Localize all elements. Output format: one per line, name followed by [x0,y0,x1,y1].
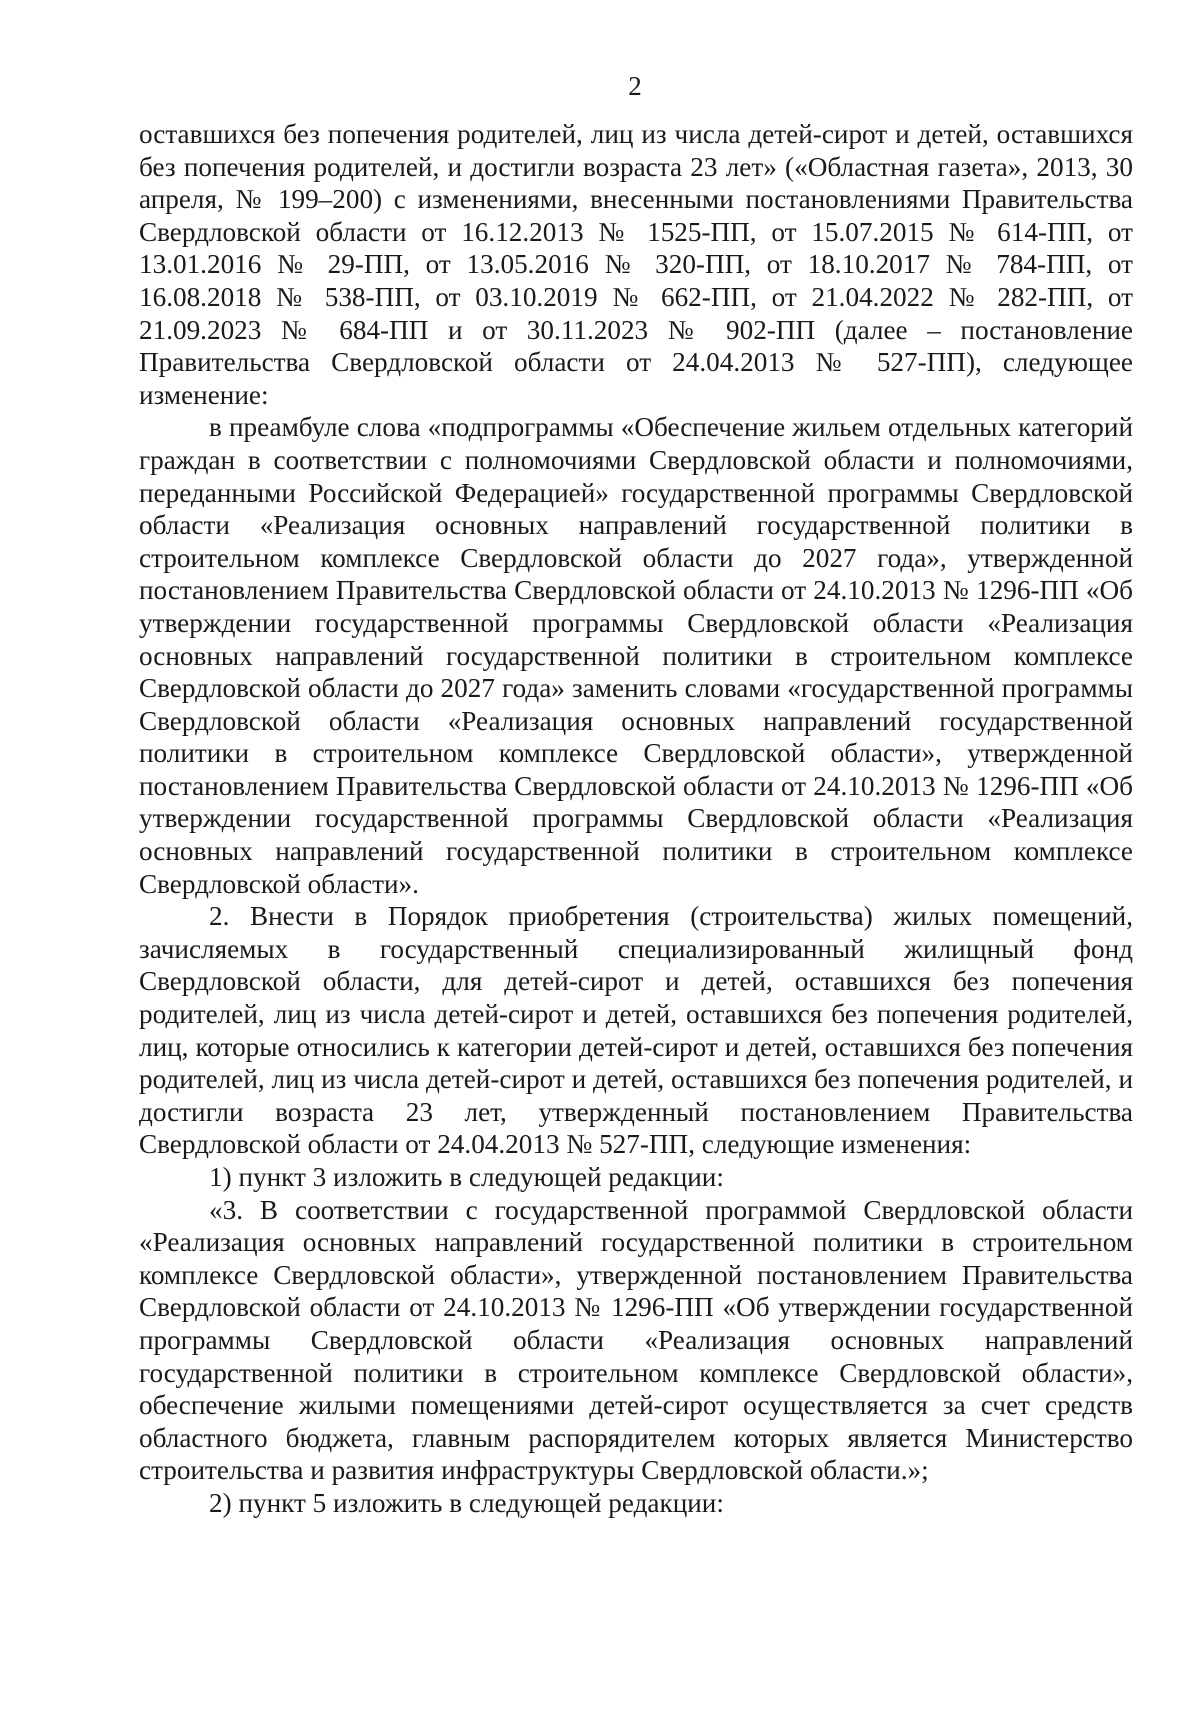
paragraph-clause-3-text: «3. В соответствии с государственной программой Свердловской области «Реализация основных направлений государственной политики в строительном комплексе Свердловской области», утвержденной постановлением Правительства Свердловской области от 24.10.2013 № 1296-ПП «Об утверждении государственной программы Свердловской области «Реализация основных направлений государственной политики в строительном комплексе Свердловской области», обеспечение жилыми помещениями детей-сирот осуществляется за счет средств областного бюджета, главным распорядителем которых является Министерство строительства и развития инфраструктуры Свердловской области.»; [139,1194,1133,1486]
paragraph-continuation: оставшихся без попечения родителей, лиц из числа детей-сирот и детей, оставшихся без попечения родителей, и достигли возраста 23 лет» («Областная газета», 2013, 30 апреля, № 199–200) с изменениями, внесенными постановлениями Правительства Свердловской области от 16.12.2013 № 1525-ПП, от 15.07.2015 № 614-ПП, от 13.01.2016 № 29-ПП, от 13.05.2016 № 320-ПП, от 18.10.2017 № 784-ПП, от 16.08.2018 № 538-ПП, от 03.10.2019 № 662-ПП, от 21.04.2022 № 282-ПП, от 21.09.2023 № 684-ПП и от 30.11.2023 № 902-ПП (далее – постановление Правительства Свердловской области от 24.04.2013 № 527-ПП), следующее изменение: [139,119,1133,410]
paragraph-preamble-amendment: в преамбуле слова «подпрограммы «Обеспечение жильем отдельных категорий граждан в соответствии с полномочиями Свердловской области и полномочиями, переданными Российской Федерацией» государственной программы Свердловской области «Реализация основных направлений государственной политики в строительном комплексе Свердловской области до 2027 года», утвержденной постановлением Правительства Свердловской области от 24.10.2013 № 1296-ПП «Об утверждении государственной программы Свердловской области «Реализация основных направлений государственной политики в строительном комплексе Свердловской области до 2027 года» заменить словами «государственной программы Свердловской области «Реализация основных направлений государственной политики в строительном комплексе Свердловской области», утвержденной постановлением Правительства Свердловской области от 24.10.2013 № 1296-ПП «Об утверждении государственной программы Свердловской области «Реализация основных направлений государственной политики в строительном комплексе Свердловской области». [139,412,1133,899]
paragraph-subitem-1: 1) пункт 3 изложить в следующей редакции: [209,1162,724,1192]
paragraph-item-2: 2. Внести в Порядок приобретения (строительства) жилых помещений, зачисляемых в государственный специализированный жилищный фонд Свердловской области, для детей-сирот и детей, оставшихся без попечения родителей, лиц из числа детей-сирот и детей, оставшихся без попечения родителей, лиц, которые относились к категории детей-сирот и детей, оставшихся без попечения родителей, лиц из числа детей-сирот и детей, оставшихся без попечения родителей, и достигли возраста 23 лет, утвержденный постановлением Правительства Свердловской области от 24.04.2013 № 527-ПП, следующие изменения: [139,901,1133,1160]
document-body [139,118,1133,1520]
paragraph-subitem-2: 2) пункт 5 изложить в следующей редакции: [209,1487,724,1518]
page-number: 2 [628,71,642,101]
